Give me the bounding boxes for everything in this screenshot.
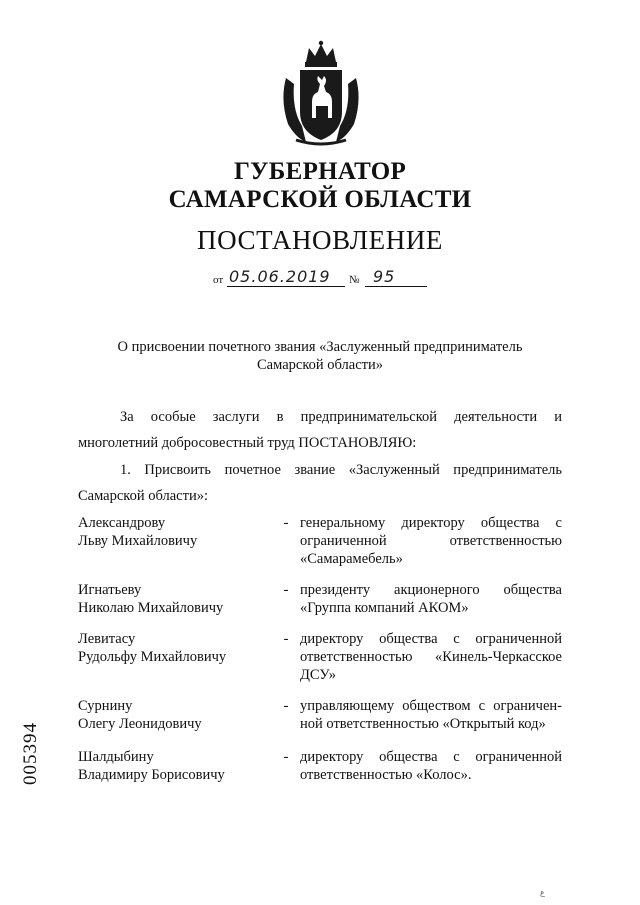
date-number-line — [213, 268, 443, 290]
awardee-given-names: Льву Михайловичу — [78, 533, 198, 549]
awardee-dash: - — [283, 749, 289, 765]
awardee-name — [78, 697, 278, 733]
paragraph-resolution — [78, 408, 562, 452]
margin-serial-number: 005394 — [20, 722, 41, 785]
number-underline — [365, 286, 427, 287]
awardee-dash: - — [283, 698, 289, 714]
document-type-title: ПОСТАНОВЛЕНИЕ — [196, 225, 444, 255]
header-governor: ГУБЕРНАТОР — [233, 158, 407, 185]
coat-of-arms-icon — [276, 40, 366, 150]
awardee-given-names: Николаю Михайловичу — [78, 600, 224, 616]
handwritten-date: 05.06.2019 — [229, 267, 331, 286]
paragraph-line: За особые заслуги в предпринимательской деятельности и — [120, 409, 562, 425]
awardee-name — [78, 748, 278, 784]
paragraph-line: многолетний добросовестный труд ПОСТАНОВЛЯЮ: — [78, 435, 417, 451]
awardee-surname: Игнатьеву — [78, 582, 142, 598]
awardee-position: управляющему обществом с ограничен-ной ответственностью «Открытый код» — [300, 698, 562, 732]
awardee-surname: Александрову — [78, 515, 166, 531]
corner-mark: ع — [540, 888, 545, 897]
awardee-dash: - — [283, 515, 289, 531]
handwritten-number: 95 — [373, 267, 396, 286]
awardee-position: президенту акционерного общества «Группа компаний АКОМ» — [300, 582, 562, 616]
awardee-name — [78, 514, 278, 550]
awardee-surname: Сурнину — [78, 698, 133, 714]
awardee-name — [78, 630, 278, 666]
awardee-name — [78, 581, 278, 617]
awardee-surname: Левитасу — [78, 631, 136, 647]
subject-line-1: О присвоении почетного звания «Заслуженный предприниматель — [117, 339, 523, 355]
awardee-position: генеральному директору общества с ограниченной ответственностью «Самарамебель» — [300, 515, 562, 567]
paragraph-line: 1. Присвоить почетное звание «Заслуженный предприниматель — [120, 462, 562, 478]
date-from-label: от — [213, 274, 224, 286]
date-underline — [227, 286, 345, 287]
subject-line-2: Самарской области» — [257, 357, 383, 373]
awardee-given-names: Рудольфу Михайловичу — [78, 649, 227, 665]
paragraph-item-1 — [78, 461, 562, 505]
paragraph-line: Самарской области»: — [78, 488, 208, 504]
awardee-position: директору общества с ограниченной ответственностью «Колос». — [300, 749, 562, 783]
header-region: САМАРСКОЙ ОБЛАСТИ — [168, 186, 472, 213]
awardee-dash: - — [283, 631, 289, 647]
awardee-given-names: Олегу Леонидовичу — [78, 716, 202, 732]
awardee-dash: - — [283, 582, 289, 598]
subject — [80, 338, 560, 374]
number-label: № — [349, 274, 360, 286]
awardee-given-names: Владимиру Борисовичу — [78, 767, 225, 783]
awardee-surname: Шалдыбину — [78, 749, 154, 765]
awardee-position: директору общества с ограниченной ответственностью «Кинель-Черкасское ДСУ» — [300, 631, 562, 683]
